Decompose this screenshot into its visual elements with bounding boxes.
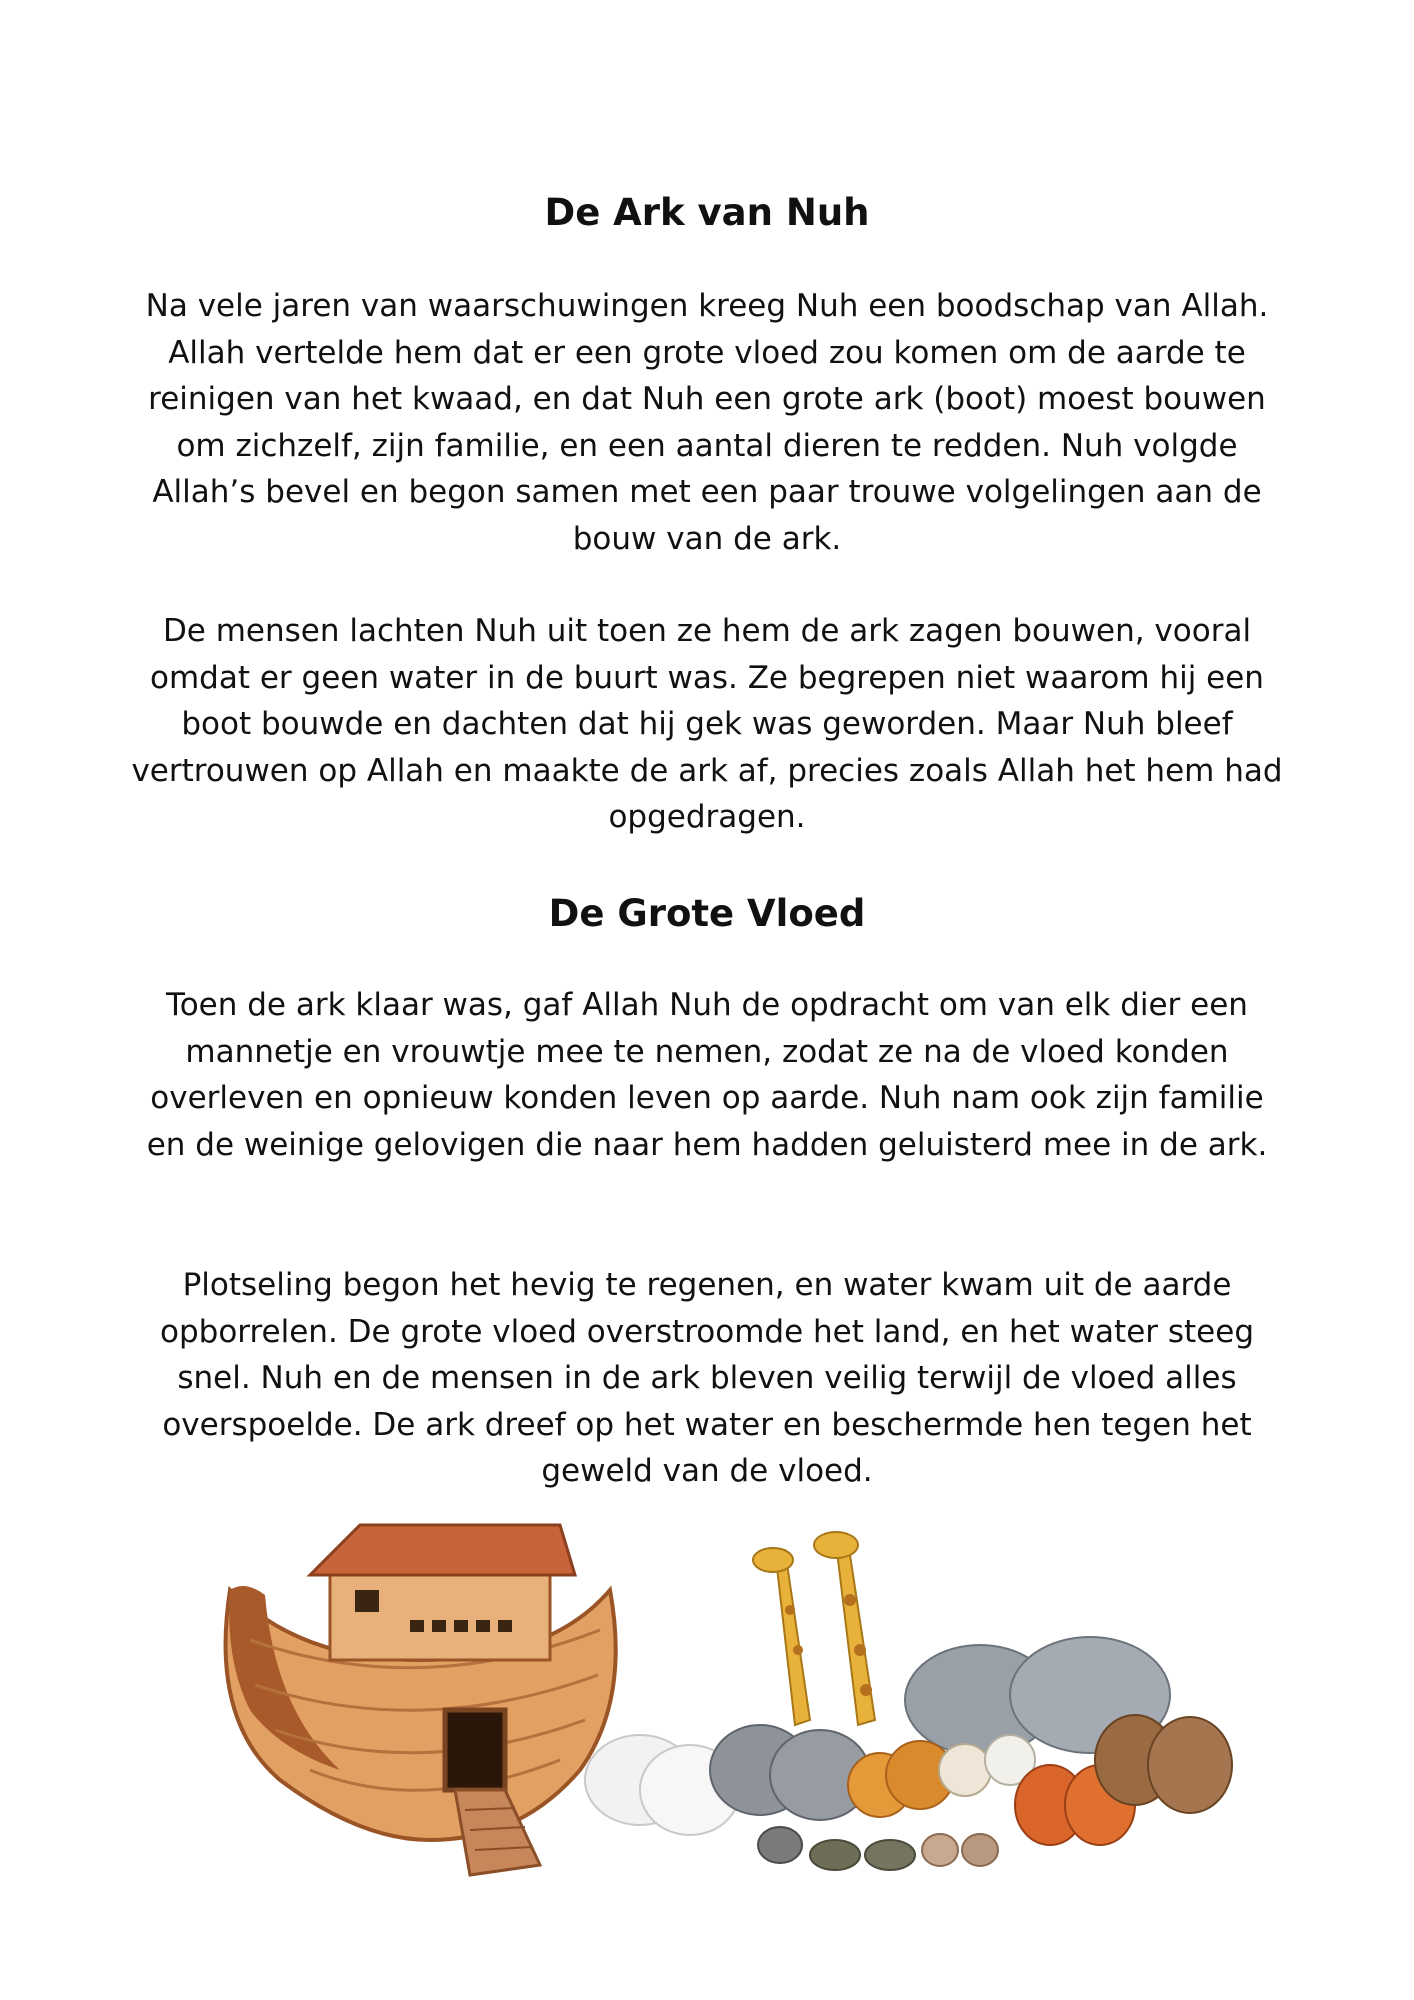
ark-illustration	[226, 1525, 616, 1875]
rabbit-2	[962, 1834, 998, 1866]
raccoon	[758, 1827, 802, 1863]
rabbit	[922, 1834, 958, 1866]
giraffe-left	[753, 1548, 810, 1725]
paragraph-flood-2: Plotseling begon het hevig te regenen, en water kwam uit de aarde opborrelen. De grote vloed overstroomde het land, en het water steeg snel. Nuh en de mensen in de ark bleven veilig terwijl de vloed alles overspoelde. De ark dreef op het water en beschermde hen tegen het geweld van de vloed.	[160, 1267, 1254, 1489]
section-heading-flood: De Grote Vloed	[548, 892, 866, 935]
section-heading-ark: De Ark van Nuh	[544, 191, 870, 234]
turtle-right	[865, 1840, 915, 1870]
bear-right	[1148, 1717, 1232, 1813]
paragraph-flood-1: Toen de ark klaar was, gaf Allah Nuh de opdracht om van elk dier een mannetje en vrouwtje mee te nemen, zodat ze na de vloed konden overleven en opnieuw konden leven op aarde. Nuh nam ook zijn familie en de weinige gelovigen die naar hem hadden geluisterd mee in de ark.	[146, 987, 1268, 1163]
paragraph-ark-1: Na vele jaren van waarschuwingen kreeg Nuh een boodschap van Allah. Allah vertelde hem dat er een grote vloed zou komen om de aarde te reinigen van het kwaad, en dat Nuh een grote ark (boot) moest bouwen om zichzelf, zijn familie, en een aantal dieren te redden. Nuh volgde Allah’s bevel en begon samen met een paar trouwe volgelingen aan de bouw van de ark.	[145, 288, 1269, 557]
ark-and-animals-illustration	[220, 1520, 1260, 1900]
paragraph-ark-2: De mensen lachten Nuh uit toen ze hem de ark zagen bouwen, vooral omdat er geen water in de buurt was. Ze begrepen niet waarom hij een boot bouwde en dachten dat hij gek was geworden. Maar Nuh bleef vertrouwen op Allah en maakte de ark af, precies zoals Allah het hem had opgedragen.	[131, 613, 1283, 835]
animals-illustration	[585, 1532, 1232, 1870]
turtle-left	[810, 1840, 860, 1870]
sheep	[939, 1744, 991, 1796]
giraffe-right	[814, 1532, 875, 1725]
